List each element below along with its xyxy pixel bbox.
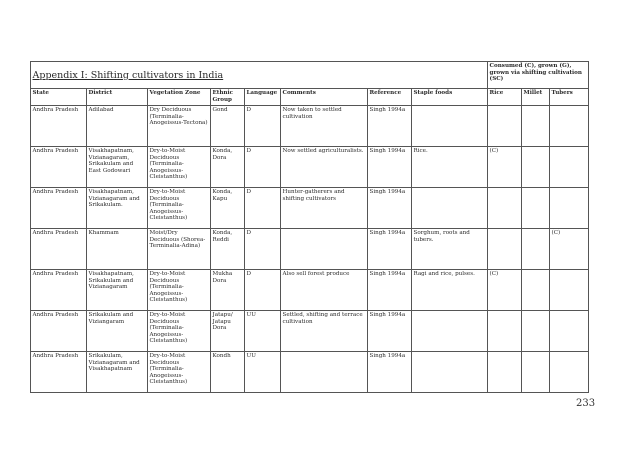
cell-rice — [488, 229, 522, 270]
column-header: Comments — [281, 89, 368, 106]
cell-staple: Ragi and rice, pulses. — [412, 270, 488, 311]
table-row — [31, 352, 589, 393]
cell-comments — [281, 229, 368, 270]
column-header: State — [31, 89, 87, 106]
table-row — [31, 229, 589, 270]
cell-reference: Singh 1994a — [368, 270, 412, 311]
cell-vegetation: Dry-to-Moist Deciduous (Terminalia-Anogeissus-Cleistanthus) — [148, 147, 211, 188]
appendix-table — [30, 61, 589, 393]
cell-millet — [522, 147, 550, 188]
cell-millet — [522, 311, 550, 352]
cell-comments: Hunter-gatherers and shifting cultivators — [281, 188, 368, 229]
cell-millet — [522, 188, 550, 229]
table-body — [31, 106, 589, 393]
cell-comments: Settled, shifting and terrace cultivation — [281, 311, 368, 352]
cell-language: D — [245, 106, 281, 147]
cell-comments: Also sell forest produce — [281, 270, 368, 311]
cell-ethnic: Konda, Kapu — [211, 188, 245, 229]
table-row — [31, 106, 589, 147]
cell-comments: Now settled agriculturalists. — [281, 147, 368, 188]
cell-rice — [488, 188, 522, 229]
cell-staple: Rice. — [412, 147, 488, 188]
column-header: Ethnic Group — [211, 89, 245, 106]
column-header: Vegetation Zone — [148, 89, 211, 106]
cell-rice — [488, 352, 522, 393]
cell-state: Andhra Pradesh — [31, 106, 87, 147]
column-header: Language — [245, 89, 281, 106]
cell-comments: Now taken to settled cultivation — [281, 106, 368, 147]
cell-district: Srikakulam, Vizianagaram and Visakhapatnam — [87, 352, 148, 393]
cell-district: Visakhapatnam, Vizianagaram, Srikakulam and East Godowari — [87, 147, 148, 188]
cell-ethnic: Gond — [211, 106, 245, 147]
appendix-title: Appendix I: Shifting cultivators in India — [31, 62, 488, 89]
cell-reference: Singh 1994a — [368, 147, 412, 188]
column-header: Staple foods — [412, 89, 488, 106]
cell-state: Andhra Pradesh — [31, 188, 87, 229]
cell-millet — [522, 270, 550, 311]
consumed-header: Consumed (C), grown (G), grown via shifting cultivation (SC) — [488, 62, 589, 89]
cell-millet — [522, 229, 550, 270]
cell-ethnic: Konda, Dora — [211, 147, 245, 188]
cell-district: Visakhapatnam, Srikakulam and Vizianagaram — [87, 270, 148, 311]
cell-rice: (C) — [488, 147, 522, 188]
cell-tubers — [550, 147, 589, 188]
cell-staple — [412, 106, 488, 147]
cell-reference: Singh 1994a — [368, 106, 412, 147]
cell-tubers — [550, 188, 589, 229]
table-row — [31, 188, 589, 229]
cell-staple — [412, 188, 488, 229]
page-number: 233 — [576, 398, 596, 409]
cell-tubers: (C) — [550, 229, 589, 270]
cell-district: Khammam — [87, 229, 148, 270]
cell-state: Andhra Pradesh — [31, 229, 87, 270]
cell-rice — [488, 311, 522, 352]
cell-ethnic: Konda, Reddi — [211, 229, 245, 270]
column-header: Rice — [488, 89, 522, 106]
cell-staple — [412, 311, 488, 352]
cell-millet — [522, 352, 550, 393]
cell-state: Andhra Pradesh — [31, 352, 87, 393]
column-header: Tubers — [550, 89, 589, 106]
table-row — [31, 311, 589, 352]
cell-millet — [522, 106, 550, 147]
cell-state: Andhra Pradesh — [31, 147, 87, 188]
cell-comments — [281, 352, 368, 393]
cell-language: UU — [245, 352, 281, 393]
column-header: Millet — [522, 89, 550, 106]
cell-vegetation: Moist/Dry Deciduous (Shorea-Terminalia-Adina) — [148, 229, 211, 270]
cell-reference: Singh 1994a — [368, 352, 412, 393]
cell-vegetation: Dry-to-Moist Deciduous (Terminalia-Anogeissus-Cleistanthus) — [148, 270, 211, 311]
cell-ethnic: Jatapu/ Jatapu Dora — [211, 311, 245, 352]
cell-tubers — [550, 270, 589, 311]
cell-ethnic: Kondh — [211, 352, 245, 393]
cell-vegetation: Dry Deciduous (Terminalia-Anogeissus-Tectona) — [148, 106, 211, 147]
cell-staple: Sorghum, roots and tubers. — [412, 229, 488, 270]
cell-tubers — [550, 352, 589, 393]
cell-vegetation: Dry-to-Moist Deciduous (Terminalia-Anogeissus-Cleistanthus) — [148, 352, 211, 393]
cell-language: D — [245, 229, 281, 270]
cell-ethnic: Mukha Dora — [211, 270, 245, 311]
table-row — [31, 270, 589, 311]
cell-reference: Singh 1994a — [368, 229, 412, 270]
cell-language: UU — [245, 311, 281, 352]
cell-district: Visakhapatnam, Vizianagaram and Srikakulam. — [87, 188, 148, 229]
cell-rice: (C) — [488, 270, 522, 311]
cell-tubers — [550, 311, 589, 352]
cell-language: D — [245, 270, 281, 311]
cell-language: D — [245, 147, 281, 188]
cell-reference: Singh 1994a — [368, 311, 412, 352]
cell-staple — [412, 352, 488, 393]
cell-reference: Singh 1994a — [368, 188, 412, 229]
cell-district: Adilabad — [87, 106, 148, 147]
cell-state: Andhra Pradesh — [31, 311, 87, 352]
cell-language: D — [245, 188, 281, 229]
table-row — [31, 147, 589, 188]
cell-vegetation: Dry-to-Moist Deciduous (Terminalia-Anogeissus-Cleistanthus) — [148, 188, 211, 229]
cell-district: Srikakulam and Viziangaram — [87, 311, 148, 352]
cell-tubers — [550, 106, 589, 147]
cell-state: Andhra Pradesh — [31, 270, 87, 311]
cell-rice — [488, 106, 522, 147]
column-header: District — [87, 89, 148, 106]
cell-vegetation: Dry-to-Moist Deciduous (Terminalia-Anogeissus-Cleistanthus) — [148, 311, 211, 352]
column-header: Reference — [368, 89, 412, 106]
column-header-row — [31, 89, 589, 106]
